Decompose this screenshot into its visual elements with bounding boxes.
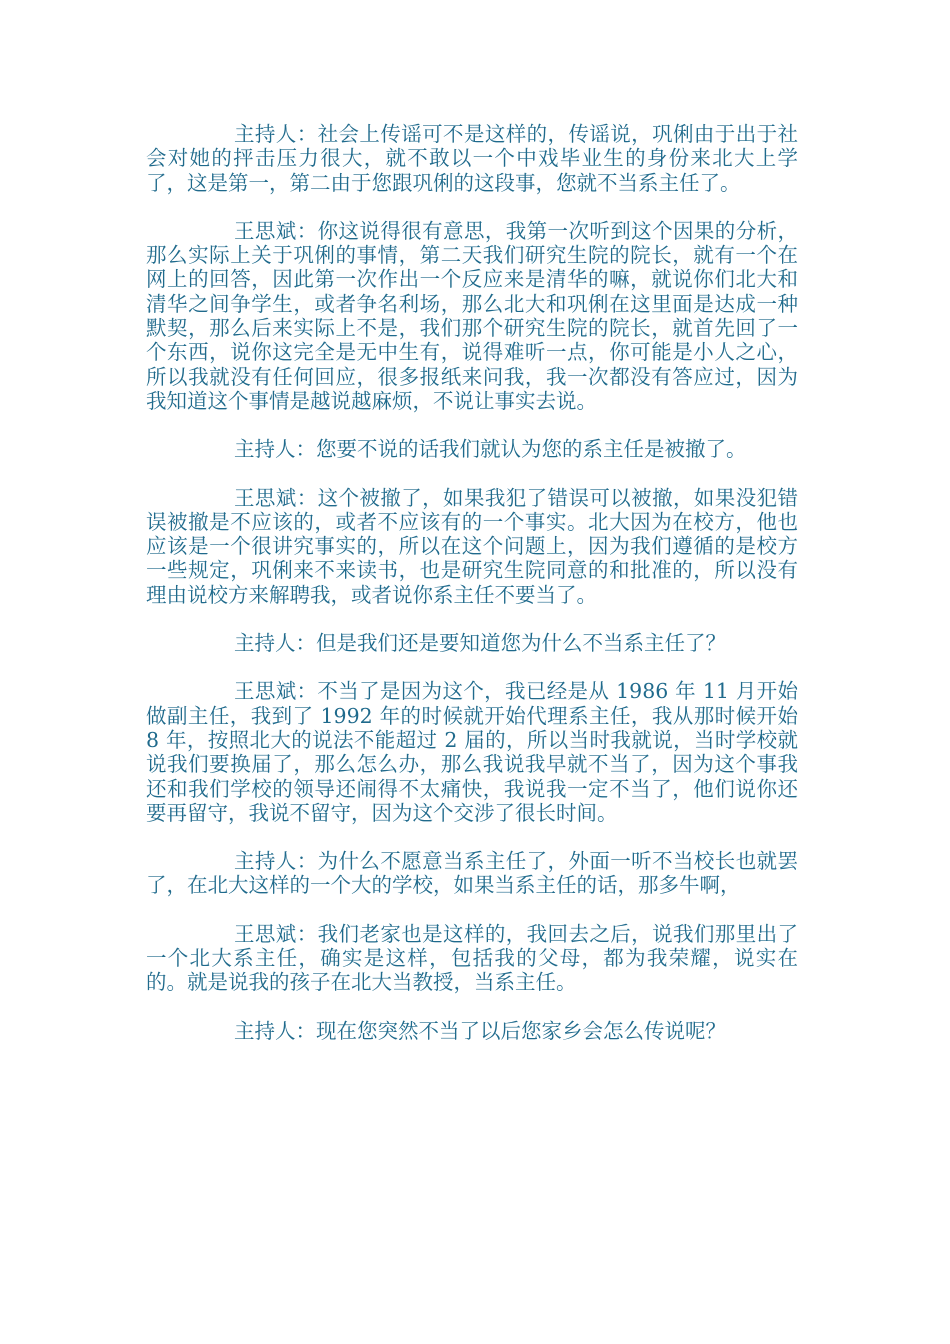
paragraph-host-2: 主持人：您要不说的话我们就认为您的系主任是被撤了。 [234,437,747,462]
paragraph-host-3: 主持人：但是我们还是要知道您为什么不当系主任了？ [234,631,726,656]
paragraph-guest-1: 王思斌：你这说得很有意思，我第一次听到这个因果的分析，那么实际上关于巩俐的事情，第二天我们研究生院的院长，就有一个在网上的回答，因此第一次作出一个反应来是清华的嘛，就说你们北大和清华之间争学生，或者争名利场，那么北大和巩俐在这里面是达成一种默契，那么后来实际上不是，我们那个研究生院的院长，就首先回了一个东西，说你这完全是无中生有，说得难听一点，你可能是小人之心，所以我就没有任何回应，很多报纸来问我，我一次都没有答应过，因为我知道这个事情是越说越麻烦，不说让事实去说。 [146,218,798,413]
paragraph-guest-2: 王思斌：这个被撤了，如果我犯了错误可以被撤，如果没犯错误被撤是不应该的，或者不应该有的一个事实。北大因为在校方，他也应该是一个很讲究事实的，所以在这个问题上，因为我们遵循的是校方一些规定，巩俐来不来读书，也是研究生院同意的和批准的，所以没有理由说校方来解聘我，或者说你系主任不要当了。 [146,485,798,607]
paragraph-guest-3: 王思斌：不当了是因为这个，我已经是从 1986 年 11 月开始做副主任，我到了 1992 年的时候就开始代理系主任，我从那时候开始 8 年，按照北大的说法不能超过 2 届的，所以当时我就说，当时学校就说我们要换届了，那么怎么办，那么我说我早就不当了，因为这个事我还和我们学校的领导还闹得不太痛快，我说我一定不当了，他们说你还要再留守，我说不留守，因为这个交涉了很长时间。 [146,679,798,825]
paragraph-host-4: 主持人：为什么不愿意当系主任了，外面一听不当校长也就罢了，在北大这样的一个大的学校，如果当系主任的话，那多牛啊， [146,849,798,898]
document-body [146,122,798,1067]
paragraph-guest-4: 王思斌：我们老家也是这样的，我回去之后，说我们那里出了一个北大系主任，确实是这样，包括我的父母，都为我荣耀，说实在的。就是说我的孩子在北大当教授，当系主任。 [146,921,798,995]
paragraph-host-1: 主持人：社会上传谣可不是这样的，传谣说，巩俐由于出于社会对她的抨击压力很大，就不敢以一个中戏毕业生的身份来北大上学了，这是第一，第二由于您跟巩俐的这段事，您就不当系主任了。 [146,122,798,195]
paragraph-host-5: 主持人：现在您突然不当了以后您家乡会怎么传说呢？ [234,1018,726,1043]
